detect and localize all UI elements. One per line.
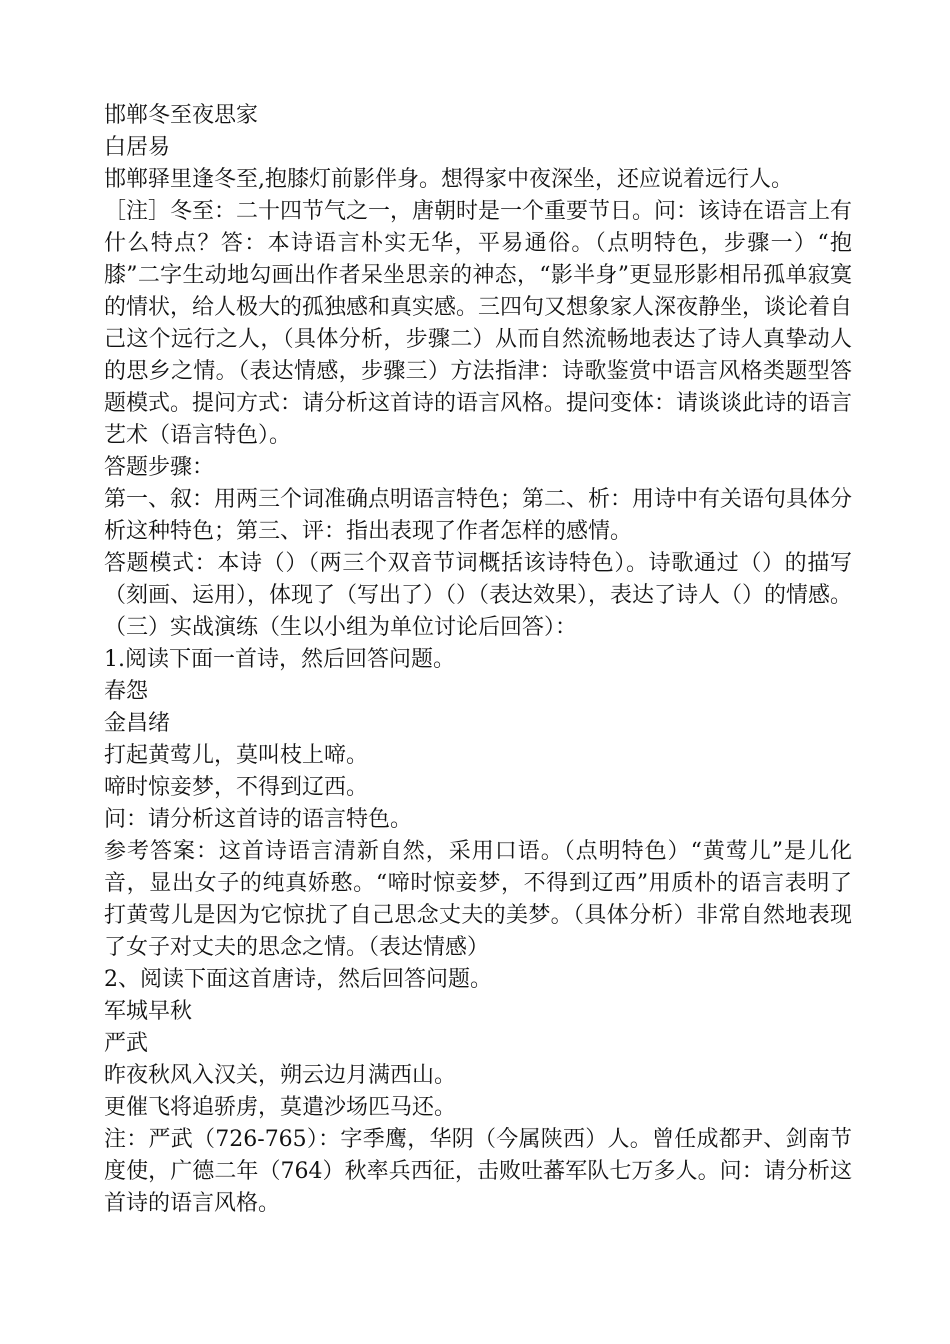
steps-paragraph: 第一、叙：用两三个词准确点明语言特色；第二、析：用诗中有关语句具体分析这种特色；第三、评：指出表现了作者怎样的感情。 [104,487,853,544]
practice-heading: （三）实战演练（生以小组为单位讨论后回答）： [104,615,578,640]
poem-text: 邯郸驿里逢冬至,抱膝灯前影伴身。想得家中夜深坐，还应说着远行人。 [104,167,793,192]
question-1-ask: 问：请分析这首诗的语言特色。 [104,807,413,832]
poem-3-line-1: 昨夜秋风入汉关，朔云边月满西山。 [104,1063,457,1088]
steps-heading: 答题步骤： [104,455,215,480]
document-page [104,100,852,1220]
poem-2-line-1: 打起黄莺儿，莫叫枝上啼。 [104,743,369,768]
question-2-prompt: 2、阅读下面这首唐诗，然后回答问题。 [104,967,492,992]
poem-3-note: 注：严武（726-765）：字季鹰，华阴（今属陕西）人。曾任成都尹、剑南节度使，广德二年（764）秋率兵西征，击败吐蕃军队七万多人。问：请分析这首诗的语言风格。 [104,1127,852,1216]
poem-3-line-2: 更催飞将追骄虏，莫遣沙场匹马还。 [104,1095,457,1120]
note-paragraph: ［注］冬至：二十四节气之一，唐朝时是一个重要节日。问：该诗在语言上有什么特点？答：本诗语言朴实无华，平易通俗。（点明特色，步骤一）“抱膝”二字生动地勾画出作者呆坐思亲的神态，“影半身”更显形影相吊孤单寂寞的情状，给人极大的孤独感和真实感。三四句又想象家人深夜静坐，谈论着自己这个远行之人，（具体分析，步骤二）从而自然流畅地表达了诗人真挚动人的思乡之情。（表达情感，步骤三）方法指津：诗歌鉴赏中语言风格类题型答题模式。提问方式：请分析这首诗的语言风格。提问变体：请谈谈此诗的语言艺术（语言特色）。 [104,199,853,448]
poem-2-line-2: 啼时惊妾梦，不得到辽西。 [104,775,369,800]
poem-title: 邯郸冬至夜思家 [104,103,259,128]
poem-2-author: 金昌绪 [104,711,171,736]
poem-3-title: 军城早秋 [104,999,193,1024]
answer-template-paragraph: 答题模式：本诗（）（两三个双音节词概括该诗特色）。诗歌通过（）的描写（刻画、运用），体现了（写出了）（）（表达效果），表达了诗人（）的情感。 [104,551,853,608]
question-1-prompt: 1.阅读下面一首诗，然后回答问题。 [104,647,455,672]
poem-author: 白居易 [104,135,171,160]
reference-answer-paragraph: 参考答案：这首诗语言清新自然，采用口语。（点明特色）“黄莺儿”是儿化音，显出女子的纯真娇憨。“啼时惊妾梦，不得到辽西”用质朴的语言表明了打黄莺儿是因为它惊扰了自己思念丈夫的美梦。（具体分析）非常自然地表现了女子对丈夫的思念之情。（表达情感） [104,839,852,960]
poem-2-title: 春怨 [104,679,149,704]
poem-3-author: 严武 [104,1031,149,1056]
